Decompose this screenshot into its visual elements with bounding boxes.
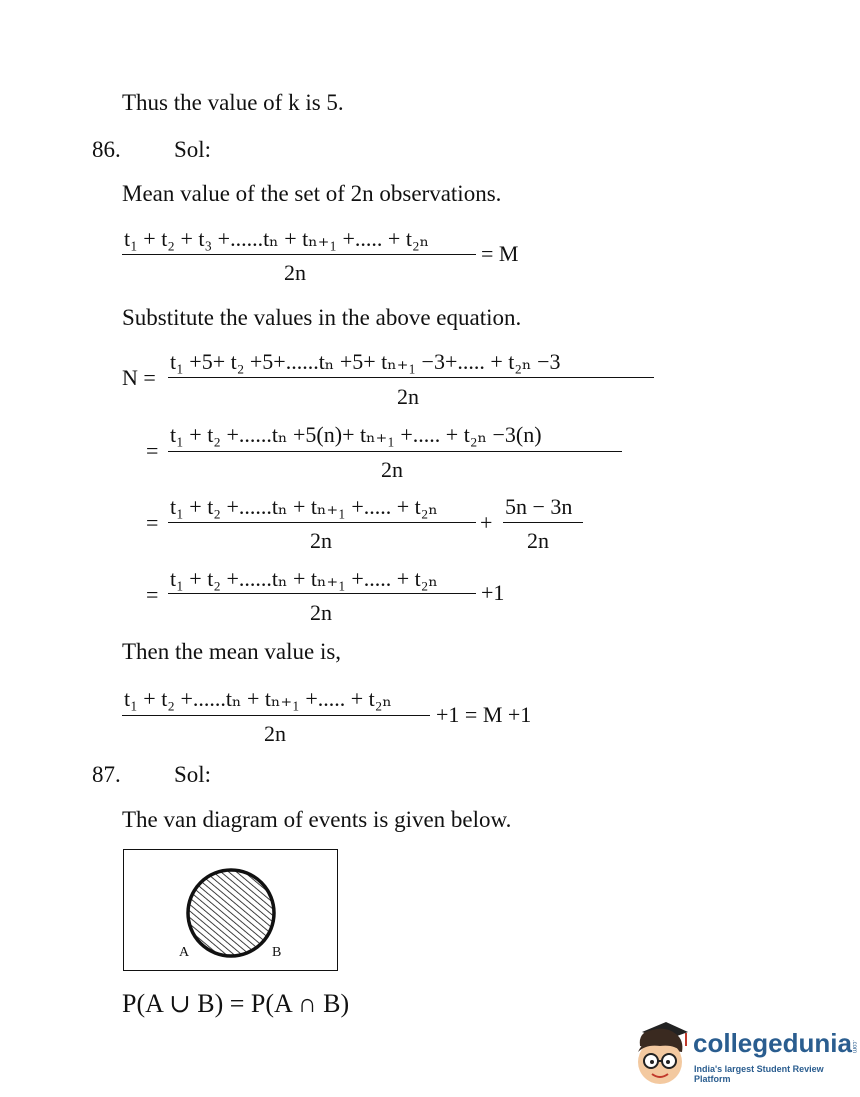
collegedunia-logo — [630, 1018, 860, 1088]
eq4-fraction-bar — [168, 522, 476, 523]
venn-intro-line: The van diagram of events is given below. — [122, 807, 512, 832]
eq3-denominator: 2n — [381, 457, 403, 482]
eq2-numerator: t₁ +5+ t₂ +5+......tₙ +5+ tₙ₊₁ −3+..... + t₂ₙ −3 — [170, 349, 561, 374]
eq5-fraction-bar — [168, 593, 476, 594]
question-86-number: 86. — [92, 137, 121, 162]
eq3-numerator: t₁ + t₂ +......tₙ +5(n)+ tₙ₊₁ +..... + t₂ₙ −3(n) — [170, 422, 542, 447]
then-mean-line: Then the mean value is, — [122, 639, 342, 664]
eq6-denominator: 2n — [264, 721, 286, 746]
eq5-numerator: t₁ + t₂ +......tₙ + tₙ₊₁ +..... + t₂ₙ — [170, 566, 438, 591]
eq4-plus: + — [480, 510, 493, 535]
venn-label-b: B — [272, 945, 282, 960]
eq6-numerator: t₁ + t₂ +......tₙ + tₙ₊₁ +..... + t₂ₙ — [124, 686, 392, 711]
eq4-denominator: 2n — [310, 528, 332, 553]
venn-circle-svg — [123, 849, 338, 971]
logo-tagline: India's largest Student Review Platform — [694, 1064, 824, 1084]
mascot-icon — [630, 1018, 690, 1088]
venn-label-a: A — [179, 945, 190, 960]
eq4-denominator-2: 2n — [527, 528, 549, 553]
eq4-numerator-2: 5n − 3n — [505, 494, 573, 519]
eq2-fraction-bar — [168, 377, 654, 378]
logo-suffix: .com — [851, 1040, 857, 1054]
probability-equation: P(A ∪ B) = P(A ∩ B) — [122, 989, 350, 1018]
eq1-numerator: t₁ + t₂ + t₃ +......tₙ + tₙ₊₁ +..... + t₂ₙ — [124, 226, 430, 251]
eq4-lhs: = — [146, 510, 159, 535]
eq2-denominator: 2n — [397, 384, 419, 409]
eq1-fraction-bar — [122, 254, 476, 255]
mean-intro-line: Mean value of the set of 2n observations. — [122, 181, 502, 206]
intersection-circle — [188, 870, 274, 956]
logo-name: collegedunia — [693, 1028, 852, 1058]
eq1-rhs: = M — [481, 241, 519, 266]
eq6-fraction-bar — [122, 715, 430, 716]
k-value-line: Thus the value of k is 5. — [122, 90, 344, 115]
eq5-denominator: 2n — [310, 600, 332, 625]
substitute-line: Substitute the values in the above equation. — [122, 305, 522, 330]
question-86-sol: Sol: — [174, 137, 212, 162]
eq3-fraction-bar — [168, 451, 622, 452]
eq4-fraction-bar-2 — [503, 522, 583, 523]
eq5-rhs: +1 — [481, 580, 505, 605]
eq2-lhs: N = — [122, 365, 156, 390]
venn-diagram — [123, 849, 338, 971]
eq3-lhs: = — [146, 438, 159, 463]
eq1-denominator: 2n — [284, 260, 306, 285]
eq4-numerator: t₁ + t₂ +......tₙ + tₙ₊₁ +..... + t₂ₙ — [170, 494, 438, 519]
question-87-sol: Sol: — [174, 762, 212, 787]
eq6-rhs: +1 = M +1 — [436, 702, 532, 727]
eq5-lhs: = — [146, 582, 159, 607]
question-87-number: 87. — [92, 762, 121, 787]
